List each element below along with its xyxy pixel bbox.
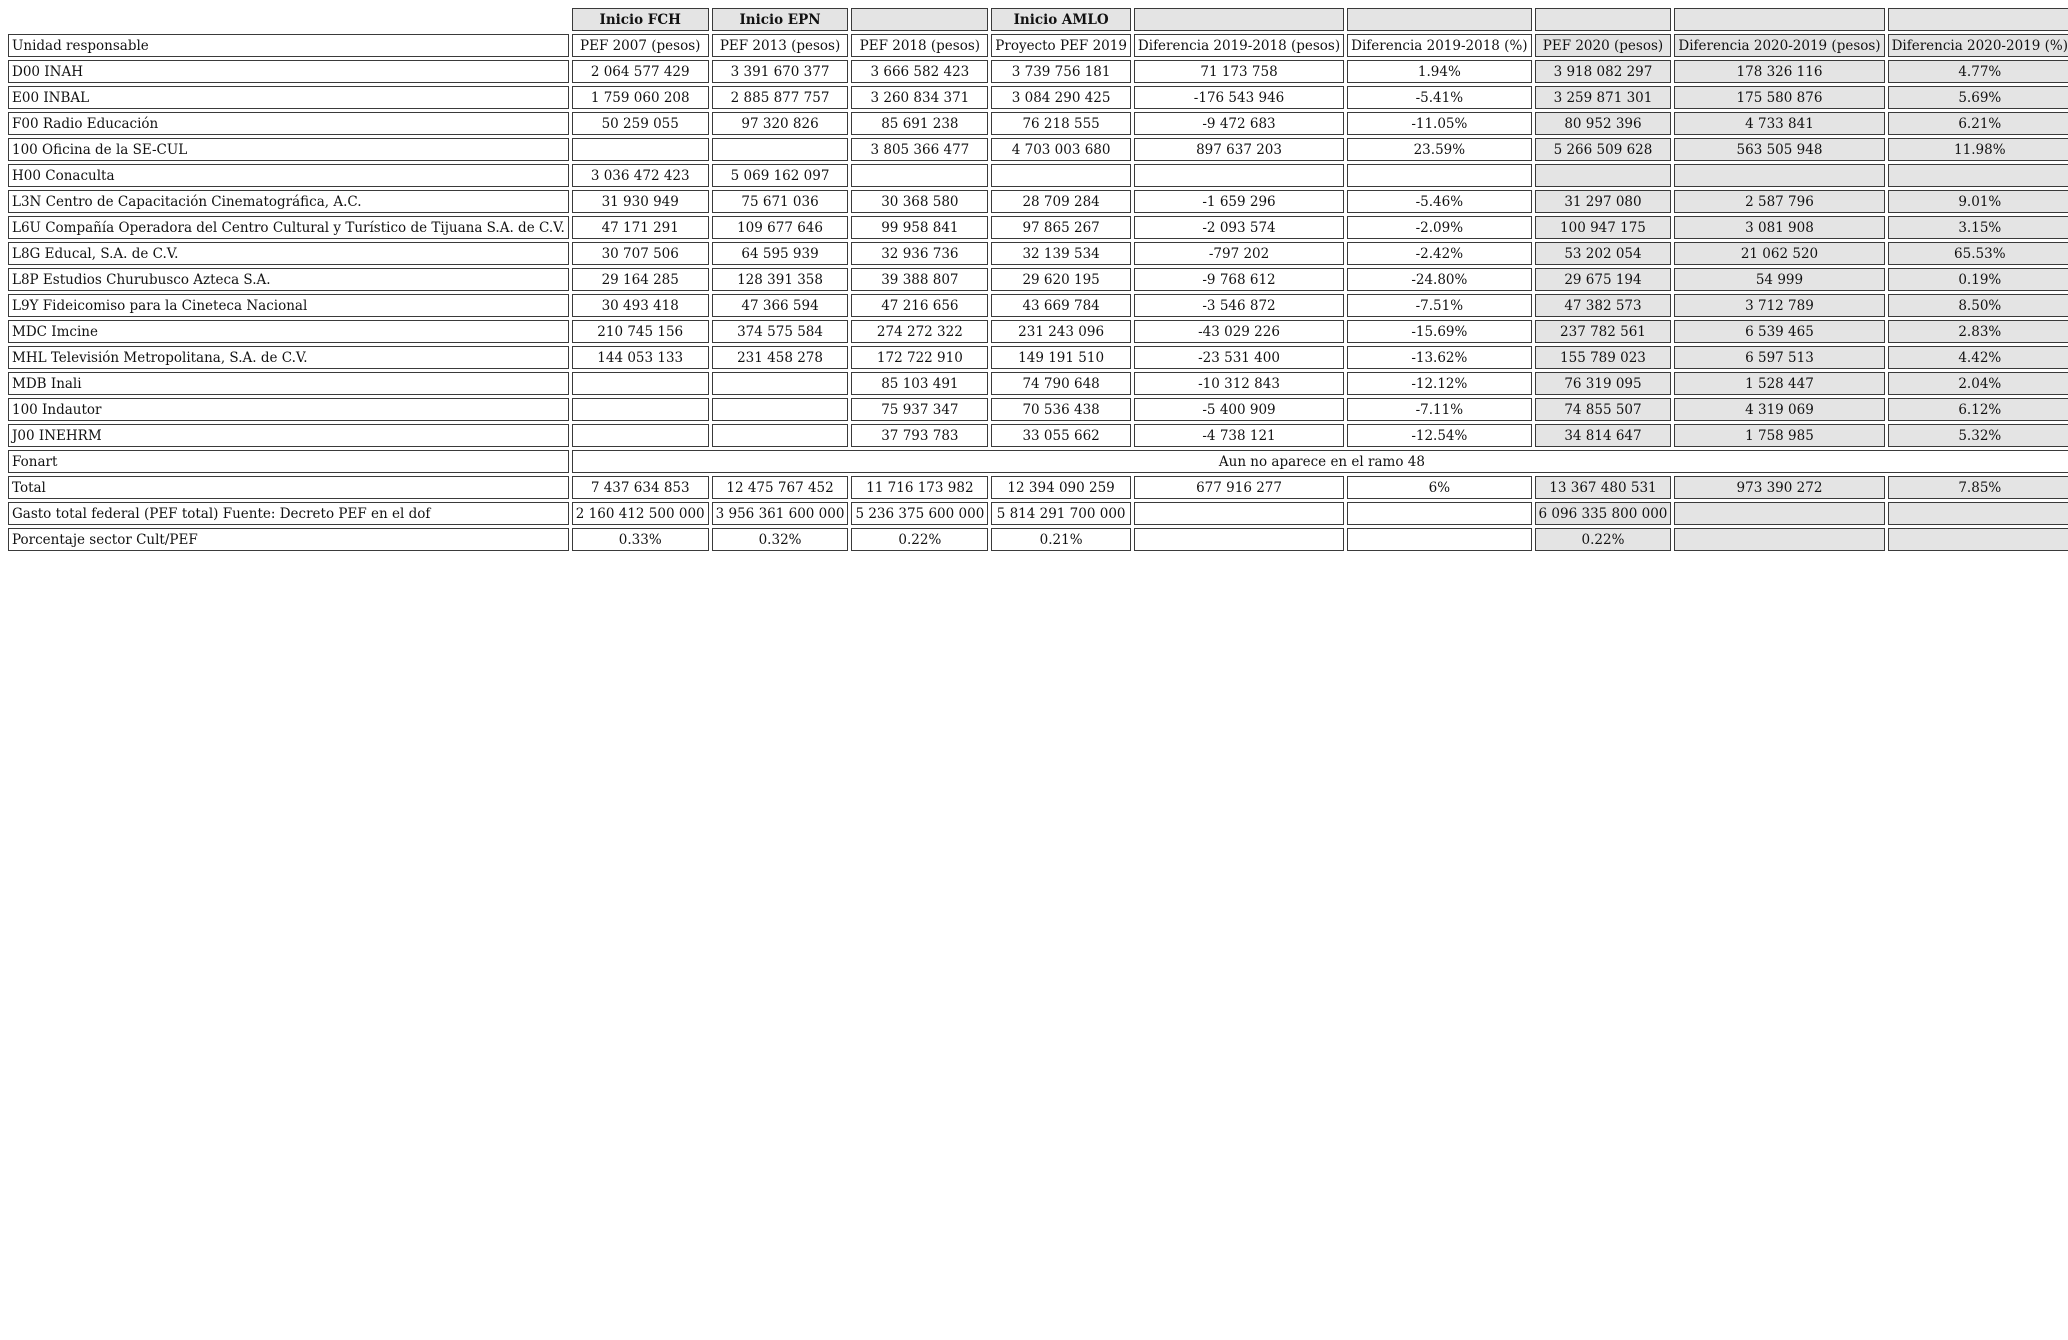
- value-cell: [1535, 164, 1672, 187]
- row-label-cell: Fonart: [8, 450, 569, 473]
- value-cell: 3 081 908: [1674, 216, 1884, 239]
- value-cell: 4 319 069: [1674, 398, 1884, 421]
- value-cell: 149 191 510: [991, 346, 1131, 369]
- value-cell: [712, 424, 849, 447]
- row-label-cell: 100 Oficina de la SE-CUL: [8, 138, 569, 161]
- row-label-cell: L9Y Fideicomiso para la Cineteca Nacional: [8, 294, 569, 317]
- gasto-total-row: [8, 502, 2068, 525]
- value-cell: 4.42%: [1888, 346, 2068, 369]
- value-cell: 1 759 060 208: [572, 86, 709, 109]
- value-cell: 5.32%: [1888, 424, 2068, 447]
- value-cell: [572, 398, 709, 421]
- row-label-cell: H00 Conaculta: [8, 164, 569, 187]
- value-cell: -24.80%: [1347, 268, 1531, 291]
- value-cell: 178 326 116: [1674, 60, 1884, 83]
- row-label-cell: Gasto total federal (PEF total) Fuente: Decreto PEF en el dof: [8, 502, 569, 525]
- value-cell: 47 216 656: [851, 294, 988, 317]
- value-cell: [1347, 528, 1531, 551]
- value-cell: 3 666 582 423: [851, 60, 988, 83]
- value-cell: 3 918 082 297: [1535, 60, 1672, 83]
- value-cell: 1 528 447: [1674, 372, 1884, 395]
- value-cell: -7.11%: [1347, 398, 1531, 421]
- value-cell: 1 758 985: [1674, 424, 1884, 447]
- value-cell: 109 677 646: [712, 216, 849, 239]
- value-cell: 1.94%: [1347, 60, 1531, 83]
- value-cell: 144 053 133: [572, 346, 709, 369]
- value-cell: -2.42%: [1347, 242, 1531, 265]
- value-cell: [1888, 164, 2068, 187]
- table-row: [8, 398, 2068, 421]
- administration-header-cell: [1674, 8, 1884, 31]
- value-cell: -2 093 574: [1134, 216, 1344, 239]
- value-cell: 31 930 949: [572, 190, 709, 213]
- value-cell: 274 272 322: [851, 320, 988, 343]
- row-label-cell: E00 INBAL: [8, 86, 569, 109]
- value-cell: 47 366 594: [712, 294, 849, 317]
- table-row: [8, 164, 2068, 187]
- administration-header-cell: [851, 8, 988, 31]
- table-row: [8, 216, 2068, 239]
- value-cell: 30 493 418: [572, 294, 709, 317]
- value-cell: 29 675 194: [1535, 268, 1672, 291]
- value-cell: 6%: [1347, 476, 1531, 499]
- value-cell: 32 139 534: [991, 242, 1131, 265]
- row-label-cell: L3N Centro de Capacitación Cinematográfica, A.C.: [8, 190, 569, 213]
- value-cell: 6.21%: [1888, 112, 2068, 135]
- value-cell: 128 391 358: [712, 268, 849, 291]
- value-cell: 76 218 555: [991, 112, 1131, 135]
- fonart-note-cell: Aun no aparece en el ramo 48: [572, 450, 2068, 473]
- value-cell: 29 620 195: [991, 268, 1131, 291]
- value-cell: -2.09%: [1347, 216, 1531, 239]
- value-cell: 0.22%: [1535, 528, 1672, 551]
- value-cell: [572, 424, 709, 447]
- value-cell: 4 703 003 680: [991, 138, 1131, 161]
- value-cell: 12 394 090 259: [991, 476, 1131, 499]
- administration-header-cell: [1888, 8, 2068, 31]
- value-cell: [1134, 502, 1344, 525]
- value-cell: 80 952 396: [1535, 112, 1672, 135]
- value-cell: [1347, 164, 1531, 187]
- value-cell: [1888, 528, 2068, 551]
- row-label-cell: MDC Imcine: [8, 320, 569, 343]
- value-cell: 70 536 438: [991, 398, 1131, 421]
- value-cell: 37 793 783: [851, 424, 988, 447]
- value-cell: 31 297 080: [1535, 190, 1672, 213]
- total-row: [8, 476, 2068, 499]
- value-cell: 3 712 789: [1674, 294, 1884, 317]
- value-cell: 33 055 662: [991, 424, 1131, 447]
- value-cell: 7 437 634 853: [572, 476, 709, 499]
- column-header-cell: Unidad responsable: [8, 34, 569, 57]
- value-cell: 2.83%: [1888, 320, 2068, 343]
- porcentaje-row: [8, 528, 2068, 551]
- table-row: [8, 138, 2068, 161]
- table-row: [8, 346, 2068, 369]
- value-cell: 6 539 465: [1674, 320, 1884, 343]
- value-cell: [991, 164, 1131, 187]
- value-cell: 5 814 291 700 000: [991, 502, 1131, 525]
- value-cell: -11.05%: [1347, 112, 1531, 135]
- column-header-cell: Diferencia 2019-2018 (pesos): [1134, 34, 1344, 57]
- administration-header-cell: [1134, 8, 1344, 31]
- value-cell: 65.53%: [1888, 242, 2068, 265]
- value-cell: -5 400 909: [1134, 398, 1344, 421]
- value-cell: 2.04%: [1888, 372, 2068, 395]
- value-cell: 0.21%: [991, 528, 1131, 551]
- row-label-cell: MDB Inali: [8, 372, 569, 395]
- value-cell: 34 814 647: [1535, 424, 1672, 447]
- row-label-cell: L8G Educal, S.A. de C.V.: [8, 242, 569, 265]
- value-cell: -176 543 946: [1134, 86, 1344, 109]
- column-header-cell: PEF 2018 (pesos): [851, 34, 988, 57]
- value-cell: 0.33%: [572, 528, 709, 551]
- row-label-cell: L8P Estudios Churubusco Azteca S.A.: [8, 268, 569, 291]
- value-cell: 11.98%: [1888, 138, 2068, 161]
- budget-table: [5, 5, 2068, 554]
- value-cell: -5.46%: [1347, 190, 1531, 213]
- value-cell: 53 202 054: [1535, 242, 1672, 265]
- value-cell: 3 391 670 377: [712, 60, 849, 83]
- value-cell: 13 367 480 531: [1535, 476, 1672, 499]
- value-cell: 32 936 736: [851, 242, 988, 265]
- value-cell: 64 595 939: [712, 242, 849, 265]
- value-cell: 374 575 584: [712, 320, 849, 343]
- value-cell: 4 733 841: [1674, 112, 1884, 135]
- value-cell: -9 768 612: [1134, 268, 1344, 291]
- value-cell: 30 707 506: [572, 242, 709, 265]
- value-cell: 3 036 472 423: [572, 164, 709, 187]
- value-cell: -3 546 872: [1134, 294, 1344, 317]
- value-cell: 75 937 347: [851, 398, 988, 421]
- value-cell: 677 916 277: [1134, 476, 1344, 499]
- value-cell: 563 505 948: [1674, 138, 1884, 161]
- value-cell: -10 312 843: [1134, 372, 1344, 395]
- column-header-cell: Diferencia 2020-2019 (pesos): [1674, 34, 1884, 57]
- value-cell: 74 855 507: [1535, 398, 1672, 421]
- administration-header-cell: [1347, 8, 1531, 31]
- value-cell: 12 475 767 452: [712, 476, 849, 499]
- value-cell: [1347, 502, 1531, 525]
- column-header-row: [8, 34, 2068, 57]
- value-cell: 71 173 758: [1134, 60, 1344, 83]
- row-label-cell: L6U Compañía Operadora del Centro Cultural y Turístico de Tijuana S.A. de C.V.: [8, 216, 569, 239]
- value-cell: 100 947 175: [1535, 216, 1672, 239]
- value-cell: [851, 164, 988, 187]
- value-cell: 3 956 361 600 000: [712, 502, 849, 525]
- value-cell: 172 722 910: [851, 346, 988, 369]
- value-cell: 6 597 513: [1674, 346, 1884, 369]
- table-row: [8, 112, 2068, 135]
- row-label-cell: F00 Radio Educación: [8, 112, 569, 135]
- value-cell: 4.77%: [1888, 60, 2068, 83]
- value-cell: 30 368 580: [851, 190, 988, 213]
- column-header-cell: Diferencia 2020-2019 (%): [1888, 34, 2068, 57]
- value-cell: 76 319 095: [1535, 372, 1672, 395]
- value-cell: 75 671 036: [712, 190, 849, 213]
- value-cell: 99 958 841: [851, 216, 988, 239]
- value-cell: 0.32%: [712, 528, 849, 551]
- value-cell: 5 266 509 628: [1535, 138, 1672, 161]
- value-cell: 5.69%: [1888, 86, 2068, 109]
- value-cell: 6.12%: [1888, 398, 2068, 421]
- value-cell: [1674, 528, 1884, 551]
- value-cell: [1674, 502, 1884, 525]
- value-cell: -12.12%: [1347, 372, 1531, 395]
- value-cell: 11 716 173 982: [851, 476, 988, 499]
- value-cell: 9.01%: [1888, 190, 2068, 213]
- table-body: [8, 8, 2068, 551]
- value-cell: 7.85%: [1888, 476, 2068, 499]
- value-cell: 21 062 520: [1674, 242, 1884, 265]
- value-cell: 5 236 375 600 000: [851, 502, 988, 525]
- value-cell: 43 669 784: [991, 294, 1131, 317]
- value-cell: -797 202: [1134, 242, 1344, 265]
- administration-header-cell: [1535, 8, 1672, 31]
- value-cell: 2 587 796: [1674, 190, 1884, 213]
- value-cell: 97 865 267: [991, 216, 1131, 239]
- value-cell: [1134, 164, 1344, 187]
- value-cell: 50 259 055: [572, 112, 709, 135]
- value-cell: 29 164 285: [572, 268, 709, 291]
- value-cell: -1 659 296: [1134, 190, 1344, 213]
- value-cell: [712, 398, 849, 421]
- table-row: [8, 86, 2068, 109]
- table-row: [8, 190, 2068, 213]
- row-label-cell: Porcentaje sector Cult/PEF: [8, 528, 569, 551]
- column-header-cell: Diferencia 2019-2018 (%): [1347, 34, 1531, 57]
- table-row: [8, 242, 2068, 265]
- value-cell: 28 709 284: [991, 190, 1131, 213]
- value-cell: 2 064 577 429: [572, 60, 709, 83]
- value-cell: 175 580 876: [1674, 86, 1884, 109]
- value-cell: 3 259 871 301: [1535, 86, 1672, 109]
- value-cell: -43 029 226: [1134, 320, 1344, 343]
- row-label-cell: 100 Indautor: [8, 398, 569, 421]
- value-cell: [572, 372, 709, 395]
- value-cell: [1888, 502, 2068, 525]
- value-cell: 210 745 156: [572, 320, 709, 343]
- value-cell: [1134, 528, 1344, 551]
- value-cell: 231 458 278: [712, 346, 849, 369]
- value-cell: 47 382 573: [1535, 294, 1672, 317]
- header-corner-cell: [8, 8, 569, 31]
- value-cell: 0.19%: [1888, 268, 2068, 291]
- value-cell: 8.50%: [1888, 294, 2068, 317]
- value-cell: 85 103 491: [851, 372, 988, 395]
- value-cell: 74 790 648: [991, 372, 1131, 395]
- table-row: [8, 320, 2068, 343]
- value-cell: 6 096 335 800 000: [1535, 502, 1672, 525]
- value-cell: 2 160 412 500 000: [572, 502, 709, 525]
- value-cell: 231 243 096: [991, 320, 1131, 343]
- value-cell: 3 805 366 477: [851, 138, 988, 161]
- value-cell: [712, 138, 849, 161]
- value-cell: 155 789 023: [1535, 346, 1672, 369]
- fonart-row: [8, 450, 2068, 473]
- value-cell: 237 782 561: [1535, 320, 1672, 343]
- value-cell: 973 390 272: [1674, 476, 1884, 499]
- value-cell: -13.62%: [1347, 346, 1531, 369]
- value-cell: 97 320 826: [712, 112, 849, 135]
- value-cell: 47 171 291: [572, 216, 709, 239]
- value-cell: 0.22%: [851, 528, 988, 551]
- value-cell: -23 531 400: [1134, 346, 1344, 369]
- value-cell: -5.41%: [1347, 86, 1531, 109]
- value-cell: -7.51%: [1347, 294, 1531, 317]
- administration-header-cell: Inicio AMLO: [991, 8, 1131, 31]
- column-header-cell: PEF 2007 (pesos): [572, 34, 709, 57]
- row-label-cell: MHL Televisión Metropolitana, S.A. de C.V.: [8, 346, 569, 369]
- column-header-cell: PEF 2020 (pesos): [1535, 34, 1672, 57]
- table-row: [8, 294, 2068, 317]
- administration-header-cell: Inicio FCH: [572, 8, 709, 31]
- value-cell: 3 739 756 181: [991, 60, 1131, 83]
- value-cell: 39 388 807: [851, 268, 988, 291]
- table-row: [8, 372, 2068, 395]
- administration-header-row: [8, 8, 2068, 31]
- value-cell: [712, 372, 849, 395]
- row-label-cell: Total: [8, 476, 569, 499]
- column-header-cell: Proyecto PEF 2019: [991, 34, 1131, 57]
- value-cell: 3.15%: [1888, 216, 2068, 239]
- value-cell: 85 691 238: [851, 112, 988, 135]
- value-cell: [1674, 164, 1884, 187]
- value-cell: -9 472 683: [1134, 112, 1344, 135]
- value-cell: 54 999: [1674, 268, 1884, 291]
- administration-header-cell: Inicio EPN: [712, 8, 849, 31]
- table-row: [8, 424, 2068, 447]
- value-cell: 5 069 162 097: [712, 164, 849, 187]
- table-row: [8, 60, 2068, 83]
- value-cell: -12.54%: [1347, 424, 1531, 447]
- column-header-cell: PEF 2013 (pesos): [712, 34, 849, 57]
- value-cell: 3 084 290 425: [991, 86, 1131, 109]
- value-cell: -15.69%: [1347, 320, 1531, 343]
- value-cell: [572, 138, 709, 161]
- value-cell: 3 260 834 371: [851, 86, 988, 109]
- row-label-cell: D00 INAH: [8, 60, 569, 83]
- value-cell: -4 738 121: [1134, 424, 1344, 447]
- value-cell: 897 637 203: [1134, 138, 1344, 161]
- value-cell: 2 885 877 757: [712, 86, 849, 109]
- table-row: [8, 268, 2068, 291]
- value-cell: 23.59%: [1347, 138, 1531, 161]
- row-label-cell: J00 INEHRM: [8, 424, 569, 447]
